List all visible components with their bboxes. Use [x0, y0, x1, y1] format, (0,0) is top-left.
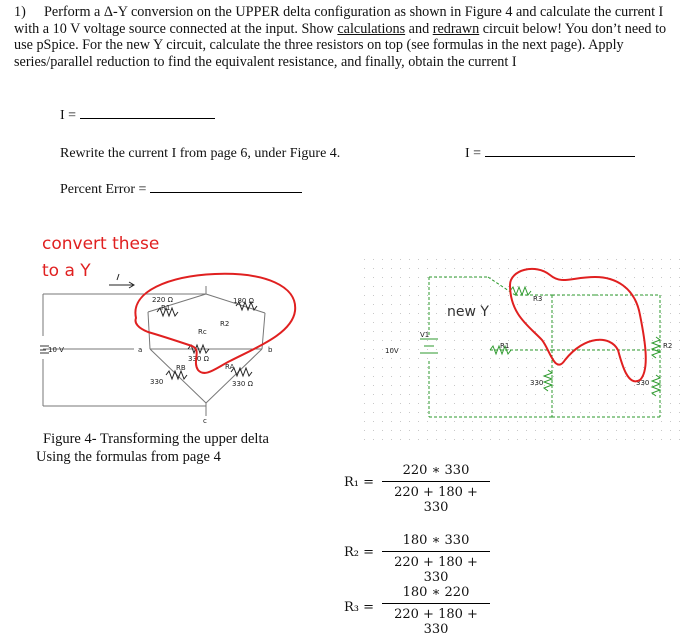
rc-name: Rc [198, 328, 207, 336]
percent-error-row [60, 182, 302, 198]
percent-error-label: Percent Error = [60, 182, 147, 197]
calculations-word: calculations [337, 20, 406, 37]
node-b: b [268, 346, 273, 354]
question-text-part-c: circuit below! You don’t need to use pSpice. For the new Y circuit, calculate the three resistors on top (see formulas in the next page). Apply series/parallel reduction to find the equivalent resistance, and finally, obtain the current I [14, 20, 667, 70]
source-label: 10 V [48, 346, 64, 354]
ra-name: RA [225, 363, 235, 371]
pspice-right-bottom-value: 330 [636, 379, 650, 387]
redrawn-word: redrawn [432, 20, 480, 37]
formula-r1-numerator: 220 ∗ 330 [402, 463, 470, 478]
rb-name: RB [176, 364, 186, 372]
formula-r3-numerator: 180 ∗ 220 [402, 585, 470, 600]
handwritten-new-y: new Y [447, 304, 489, 320]
node-a: a [138, 346, 143, 354]
r1-value: 220 Ω [152, 296, 173, 304]
resistor-rb-icon [166, 371, 187, 379]
formula-r2-denominator: 220 + 180 + 330 [382, 551, 490, 585]
question-text-part-a: Perform a Δ-Y conversion on the UPPER delta configuration as shown in Figure 4 and calculate the current I with a 10 V voltage source connected at the input. Show [14, 4, 664, 37]
current-label: I = [60, 108, 77, 123]
question-block [14, 4, 674, 70]
current-answer-blank[interactable] [80, 118, 215, 119]
pspice-r3-label: R3 [533, 295, 543, 303]
formula-r1-denominator: 220 + 180 + 330 [382, 481, 490, 515]
rc-value: 330 Ω [188, 355, 209, 363]
current-label-2: I = [465, 146, 482, 161]
rewrite-text: Rewrite the current I from page 6, under Figure 4. [60, 146, 341, 161]
pspice-r1-label: R1 [500, 342, 510, 350]
pspice-left-bottom-value: 330 [530, 379, 544, 387]
figure-caption-line1: Figure 4- Transforming the upper delta [43, 431, 269, 447]
formula-r2-lhs: R₂ = [344, 545, 375, 560]
formula-r2-numerator: 180 ∗ 330 [402, 533, 470, 548]
formula-r1-fraction [382, 463, 490, 515]
r2-name: R2 [220, 320, 230, 328]
handwritten-convert-line1: convert these [42, 234, 160, 254]
percent-error-blank[interactable] [150, 192, 302, 193]
node-c: c [203, 417, 207, 425]
handwritten-arrow-icon [109, 274, 134, 288]
question-text [14, 4, 666, 70]
handwritten-convert-line2: to a Y [42, 261, 91, 281]
formula-r3-fraction [382, 585, 490, 637]
ra-value: 330 Ω [232, 380, 253, 388]
pspice-circuit [360, 255, 680, 440]
pspice-r2-label: R2 [663, 342, 673, 350]
figure-caption-line2: Using the formulas from page 4 [36, 449, 221, 465]
formula-r2-fraction [382, 533, 490, 585]
current-answer-blank-2[interactable] [485, 156, 635, 157]
pspice-v1-label: V1 [420, 331, 430, 339]
r2-value: 180 Ω [233, 297, 254, 305]
rb-value: 330 [150, 378, 164, 386]
current-answer-row-2 [465, 146, 635, 162]
question-text-part-b: and [405, 20, 433, 37]
question-number: 1) [14, 4, 26, 20]
pspice-v1-value: 10V [385, 347, 399, 355]
current-answer-row [60, 108, 215, 124]
figure4-circuit [40, 266, 340, 426]
formula-r1-lhs: R₁ = [344, 475, 375, 490]
formula-r3-lhs: R₃ = [344, 600, 375, 615]
formula-r3-denominator: 220 + 180 + 330 [382, 603, 490, 637]
r1-name: R1 [161, 304, 171, 312]
